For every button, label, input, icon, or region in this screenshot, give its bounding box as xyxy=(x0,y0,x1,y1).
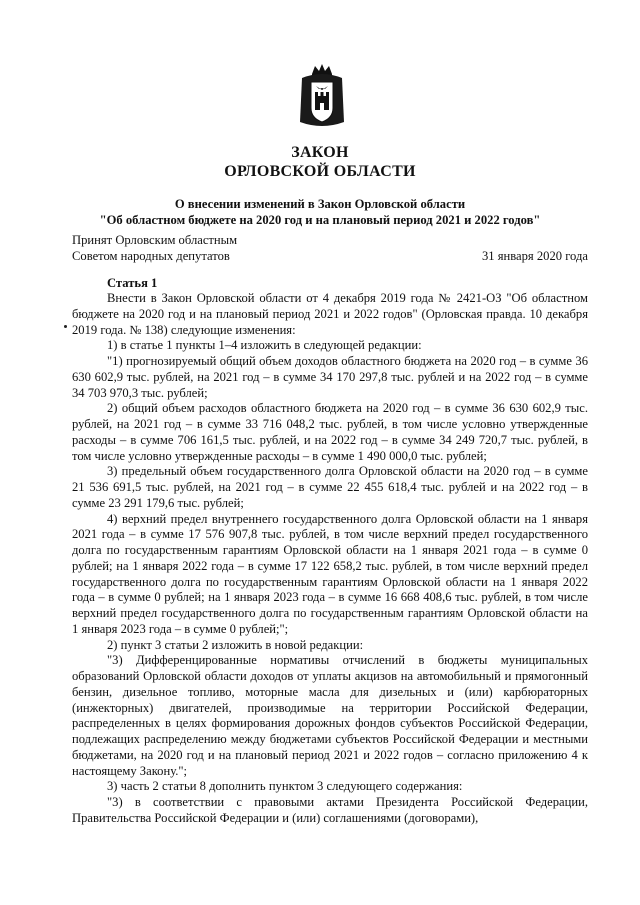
law-subtitle xyxy=(0,196,640,228)
margin-dot xyxy=(64,325,67,328)
paragraph: 2) общий объем расходов областного бюджета на 2020 год – в сумме 36 630 602,9 тыс. рублей, на 2021 год – в сумме 33 716 048,2 тыс. рублей, в том числе условно утвержденные расходы – в сумме 706 161,5 тыс. рублей, и на 2022 год – в сумме 34 249 720,7 тыс. рублей, в том числе условно утвержденные расходы – в сумме 1 490 000,0 тыс. рублей; xyxy=(72,401,588,463)
coat-of-arms-icon xyxy=(298,62,346,130)
adoption-line-2: Советом народных депутатов xyxy=(72,249,230,263)
paragraph: 3) часть 2 статьи 8 дополнить пунктом 3 следующего содержания: xyxy=(107,779,463,794)
adoption-line-1: Принят Орловским областным xyxy=(72,233,238,247)
paragraph: 1) в статье 1 пункты 1–4 изложить в следующей редакции: xyxy=(107,338,422,353)
adoption-date: 31 января 2020 года xyxy=(481,249,588,263)
paragraph: "3) Дифференцированные нормативы отчислений в бюджеты муниципальных образований Орловской области доходов от уплаты акцизов на автомобильный и прямогонный бензин, дизельное топливо, моторные масла для дизельных и (или) карбюраторных (инжекторных) двигателей, производимые на территории Российской Федерации, распределенных в целях формирования дорожных фондов субъектов Российской Федерации, подлежащих распределению между бюджетами субъектов Российской Федерации и местными бюджетами, на 2020 год и на плановый период 2021 и 2022 годов – согласно приложению 4 к настоящему Закону."; xyxy=(72,653,588,778)
paragraph: 2) пункт 3 статьи 2 изложить в новой редакции: xyxy=(107,637,364,652)
paragraph: 3) предельный объем государственного долга Орловской области на 2020 год – в сумме 21 536 691,5 тыс. рублей, на 2021 год – в сумме 22 455 618,4 тыс. рублей и на 2022 год – в сумме 23 291 179,6 тыс. рублей; xyxy=(72,464,588,510)
adoption-info xyxy=(72,232,237,264)
region-title: ОРЛОВСКОЙ ОБЛАСТИ xyxy=(224,163,416,180)
subtitle-line-2: "Об областном бюджете на 2020 год и на плановый период 2021 и 2022 годов" xyxy=(99,213,541,227)
article-heading: Статья 1 xyxy=(107,276,158,290)
paragraph: "1) прогнозируемый общий объем доходов областного бюджета на 2020 год – в сумме 36 630 602,9 тыс. рублей, на 2021 год – в сумме 34 170 297,8 тыс. рублей и на 2022 год – в сумме 34 703 970,3 тыс. рублей; xyxy=(72,354,588,400)
law-title: ЗАКОН xyxy=(291,144,349,161)
paragraph: "3) в соответствии с правовыми актами Президента Российской Федерации, Правительства Российской Федерации и (или) соглашениями (договорами), xyxy=(72,795,588,825)
subtitle-line-1: О внесении изменений в Закон Орловской области xyxy=(174,197,466,211)
article-body xyxy=(72,291,588,827)
paragraph: Внести в Закон Орловской области от 4 декабря 2019 года № 2421-ОЗ "Об областном бюджете на 2020 год и на плановый период 2021 и 2022 годов" (Орловская правда. 10 декабря 2019 года. № 138) следующие изменения: xyxy=(72,291,588,337)
paragraph: 4) верхний предел внутреннего государственного долга Орловской области на 1 января 2021 года – в сумме 17 576 907,8 тыс. рублей, в том числе верхний предел государственного долга по государственным гарантиям Орловской области на 1 января 2021 года – в сумме 0 рублей; на 1 января 2022 года – в сумме 17 122 658,2 тыс. рублей, в том числе верхний предел государственного долга по государственным гарантиям Орловской области на 1 января 2022 года – в сумме 0 рублей; на 1 января 2023 года – в сумме 16 668 408,6 тыс. рублей, в том числе верхний предел государственного долга по государственным гарантиям Орловской области на 1 января 2023 года – в сумме 0 рублей;"; xyxy=(72,511,588,636)
